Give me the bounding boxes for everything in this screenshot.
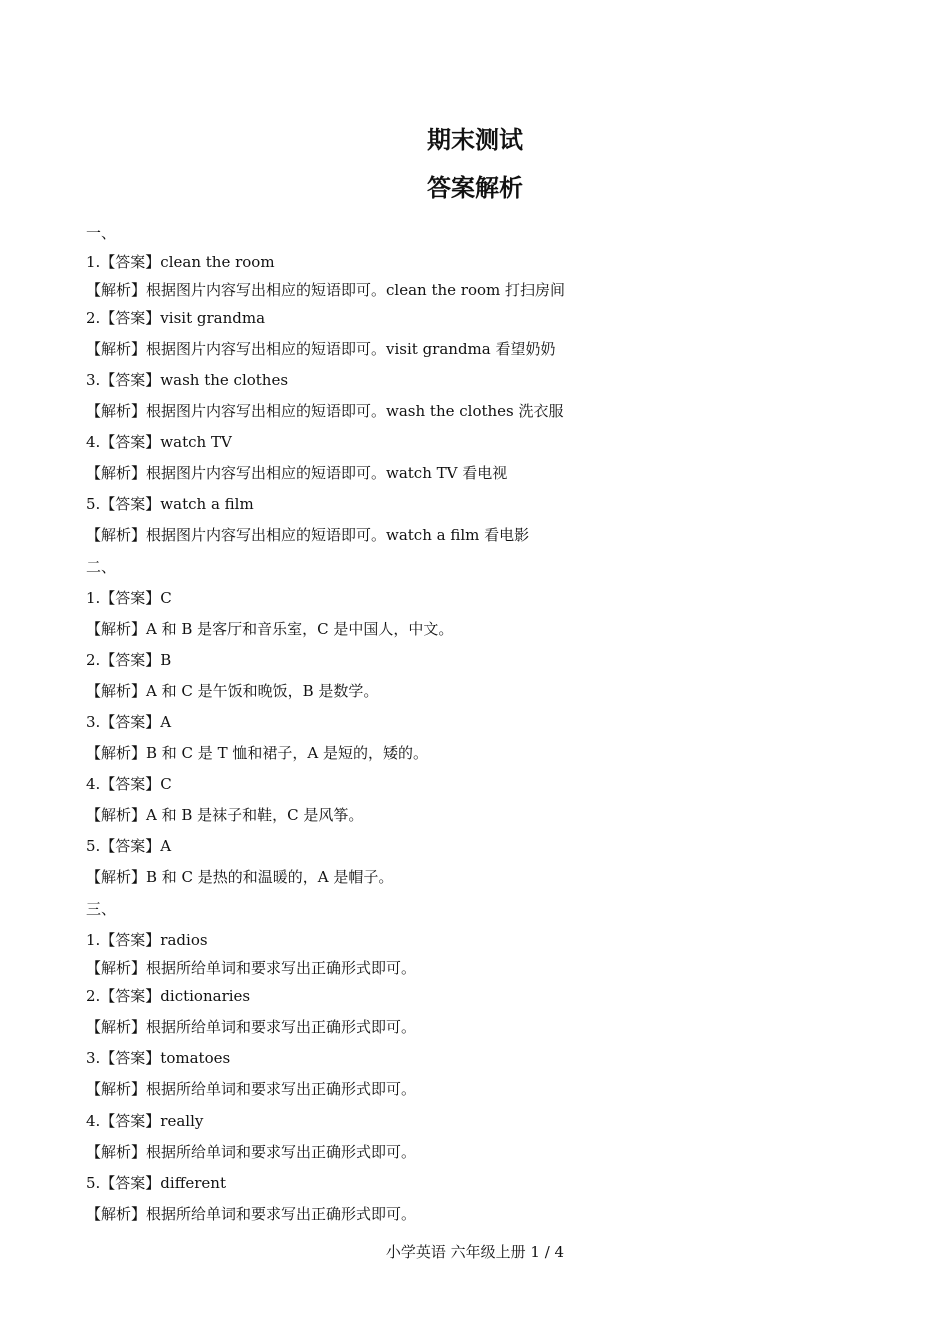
explanation-line: 【解析】根据所给单词和要求写出正确形式即可。 — [86, 1018, 417, 1036]
explanation-line: 【解析】B 和 C 是 T 恤和裙子，A 是短的，矮的。 — [86, 744, 428, 762]
explanation-line: 【解析】根据图片内容写出相应的短语即可。visit grandma 看望奶奶 — [86, 340, 556, 358]
explanation-line: 【解析】根据所给单词和要求写出正确形式即可。 — [86, 1080, 417, 1098]
answer-line: 4.【答案】really — [86, 1112, 204, 1130]
page-footer: 小学英语 六年级上册 1 / 4 — [385, 1243, 565, 1261]
answer-line: 3.【答案】A — [86, 713, 172, 731]
section-heading: 三、 — [86, 900, 117, 918]
explanation-line: 【解析】根据图片内容写出相应的短语即可。watch TV 看电视 — [86, 464, 508, 482]
page-subtitle: 答案解析 — [427, 174, 523, 202]
explanation-line: 【解析】根据图片内容写出相应的短语即可。wash the clothes 洗衣服 — [86, 402, 564, 420]
explanation-line: 【解析】根据图片内容写出相应的短语即可。clean the room 打扫房间 — [86, 281, 566, 299]
answer-line: 3.【答案】tomatoes — [86, 1049, 231, 1067]
answer-line: 5.【答案】different — [86, 1174, 226, 1192]
answer-line: 5.【答案】A — [86, 837, 172, 855]
answer-line: 4.【答案】C — [86, 775, 172, 793]
section-heading: 二、 — [86, 558, 117, 576]
explanation-line: 【解析】根据图片内容写出相应的短语即可。watch a film 看电影 — [86, 526, 530, 544]
section-heading: 一、 — [86, 224, 117, 242]
explanation-line: 【解析】B 和 C 是热的和温暖的，A 是帽子。 — [86, 868, 394, 886]
answer-line: 1.【答案】clean the room — [86, 253, 275, 271]
explanation-line: 【解析】A 和 C 是午饭和晚饭，B 是数学。 — [86, 682, 379, 700]
answer-line: 5.【答案】watch a film — [86, 495, 254, 513]
answer-line: 1.【答案】radios — [86, 931, 208, 949]
explanation-line: 【解析】根据所给单词和要求写出正确形式即可。 — [86, 959, 417, 977]
explanation-line: 【解析】A 和 B 是客厅和音乐室，C 是中国人，中文。 — [86, 620, 454, 638]
answer-line: 4.【答案】watch TV — [86, 433, 232, 451]
explanation-line: 【解析】根据所给单词和要求写出正确形式即可。 — [86, 1205, 417, 1223]
answer-line: 2.【答案】B — [86, 651, 172, 669]
answer-line: 2.【答案】dictionaries — [86, 987, 251, 1005]
page-title: 期末测试 — [427, 126, 523, 154]
answer-line: 1.【答案】C — [86, 589, 172, 607]
answer-line: 3.【答案】wash the clothes — [86, 371, 289, 389]
answer-line: 2.【答案】visit grandma — [86, 309, 266, 327]
explanation-line: 【解析】A 和 B 是袜子和鞋，C 是风筝。 — [86, 806, 364, 824]
explanation-line: 【解析】根据所给单词和要求写出正确形式即可。 — [86, 1143, 417, 1161]
